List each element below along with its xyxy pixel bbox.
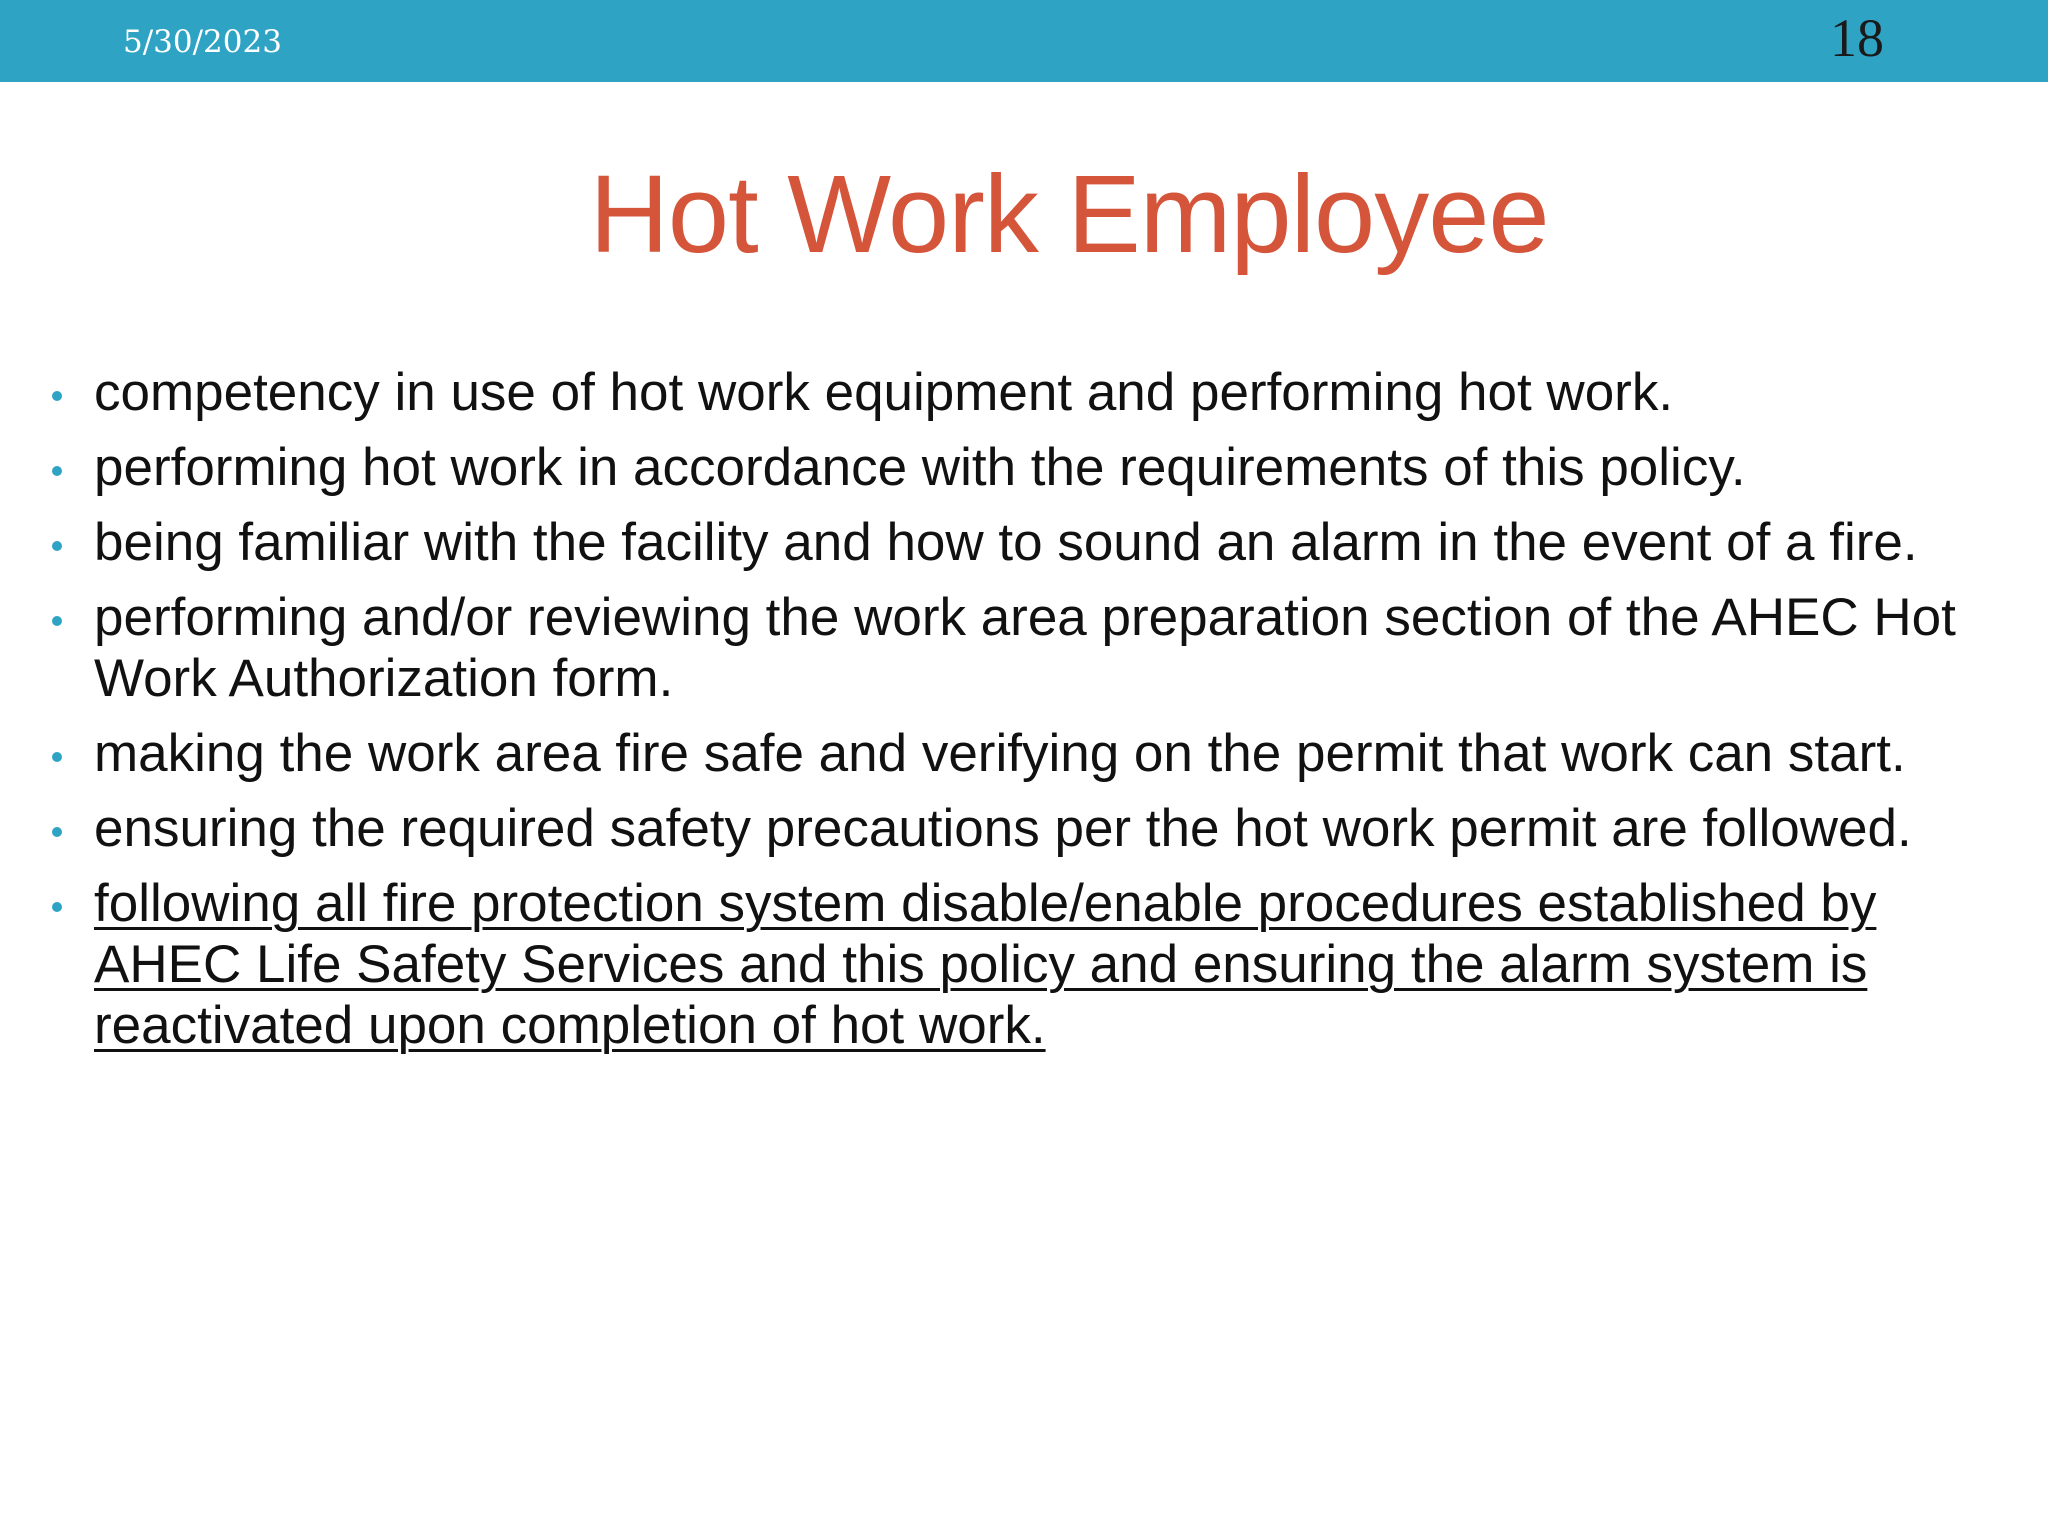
bullet-text: making the work area fire safe and verifying on the permit that work can start.	[94, 724, 1906, 783]
bullet-item	[48, 587, 2008, 709]
bullet-dot-icon	[52, 616, 62, 626]
slide-number: 18	[1830, 8, 1884, 68]
bullet-dot-icon	[52, 541, 62, 551]
bullet-dot-icon	[52, 827, 62, 837]
bullet-item	[48, 362, 2008, 423]
slide-title: Hot Work Employee	[589, 153, 1549, 276]
bullet-list	[48, 362, 2008, 1070]
bullet-text: performing hot work in accordance with the requirements of this policy.	[94, 438, 1746, 497]
bullet-item	[48, 798, 2008, 859]
bullet-dot-icon	[52, 391, 62, 401]
bullet-dot-icon	[52, 752, 62, 762]
bullet-item	[48, 437, 2008, 498]
slide-date: 5/30/2023	[123, 24, 282, 60]
bullet-text: competency in use of hot work equipment and performing hot work.	[94, 363, 1674, 422]
bullet-item	[48, 723, 2008, 784]
bullet-dot-icon	[52, 466, 62, 476]
bullet-dot-icon	[52, 902, 62, 912]
bullet-text: performing and/or reviewing the work area preparation section of the AHEC Hot Work Authorization form.	[94, 588, 1956, 708]
bullet-text-underlined: following all fire protection system disable/enable procedures established by AHEC Life Safety Services and this policy and ensuring the alarm system is reactivated upon completion of hot work.	[94, 874, 1877, 1055]
bullet-text: being familiar with the facility and how to sound an alarm in the event of a fire.	[94, 513, 1918, 572]
bullet-item	[48, 512, 2008, 573]
header-bar	[0, 0, 2048, 82]
bullet-text: ensuring the required safety precautions per the hot work permit are followed.	[94, 799, 1912, 858]
bullet-item	[48, 873, 2008, 1056]
